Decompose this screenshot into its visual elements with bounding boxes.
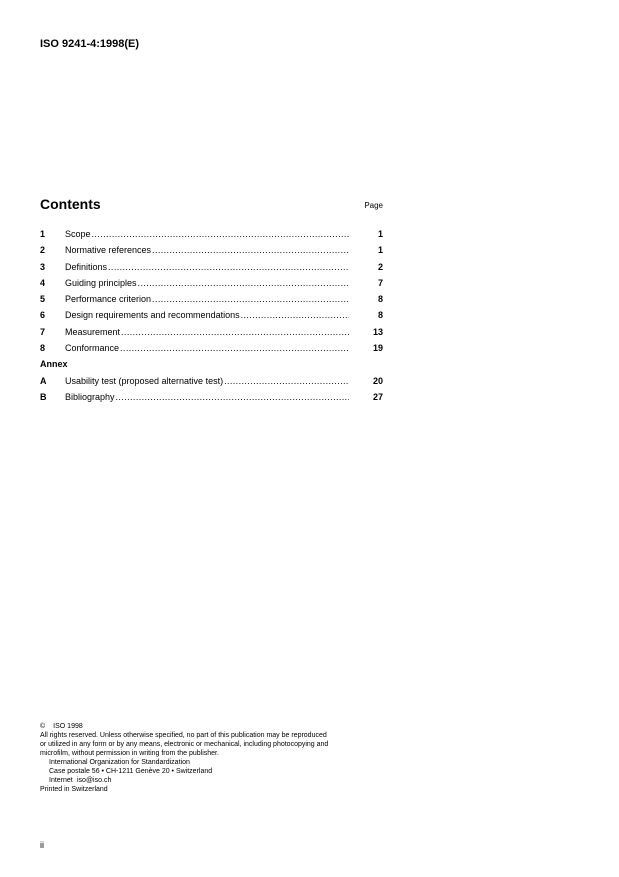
toc-entry-page: 2 [377, 261, 383, 272]
toc-entry-title: Normative references [65, 245, 152, 256]
internet-label: Internet [49, 777, 73, 784]
toc-entry [40, 307, 383, 323]
toc-entry-title: Measurement [65, 326, 121, 337]
toc-entry-page: 8 [377, 294, 383, 305]
rights-line-2: or utilized in any form or by any means, electronic or mechanical, including photocopying and [40, 741, 329, 748]
rights-line-1: All rights reserved. Unless otherwise specified, no part of this publication may be reproduced [40, 732, 327, 739]
toc-leader-dots [152, 291, 349, 307]
toc-entry-line [65, 226, 349, 242]
organization-address: Case postale 56 • CH-1211 Genève 20 • Switzerland [49, 768, 213, 775]
toc-entry-page: 20 [372, 375, 383, 386]
toc-leader-dots [241, 307, 349, 323]
toc-entry [40, 275, 383, 291]
copyright-line [40, 722, 383, 731]
table-of-contents [40, 226, 383, 405]
toc-entry-line [65, 259, 349, 275]
internet-line [40, 776, 383, 785]
page-column-label: Page [364, 201, 383, 210]
toc-entry-title: Definitions [65, 261, 108, 272]
toc-entry-number: 6 [40, 310, 46, 321]
organization-name: International Organization for Standardization [49, 759, 190, 766]
toc-entry-line [65, 389, 349, 405]
toc-entry [40, 226, 383, 242]
copyright-year: ISO 1998 [53, 723, 83, 730]
toc-entry-line [65, 242, 349, 258]
toc-entry-number: 3 [40, 261, 46, 272]
standard-identifier: ISO 9241-4:1998(E) [40, 38, 140, 50]
toc-entry-number: 7 [40, 326, 46, 337]
toc-entry-line [65, 291, 349, 307]
toc-entry-number: A [40, 375, 47, 386]
toc-entry-page: 1 [377, 245, 383, 256]
toc-entry-number: 2 [40, 245, 46, 256]
toc-entry-page: 19 [372, 343, 383, 354]
toc-entry-page: 8 [377, 310, 383, 321]
toc-entry [40, 291, 383, 307]
toc-entry-number: 8 [40, 343, 46, 354]
annex-heading: Annex [40, 359, 68, 370]
toc-leader-dots [138, 275, 349, 291]
rights-line-3: microfilm, without permission in writing from the publisher. [40, 750, 219, 757]
contents-heading: Contents [40, 196, 101, 212]
page-number: ii [40, 840, 44, 850]
toc-entry [40, 324, 383, 340]
toc-entry-title: Performance criterion [65, 294, 152, 305]
printed-in: Printed in Switzerland [40, 786, 108, 793]
toc-entry-title: Bibliography [65, 391, 115, 402]
toc-entry-number: 1 [40, 229, 46, 239]
toc-leader-dots [152, 242, 349, 258]
toc-entry-line [65, 275, 349, 291]
toc-entry [40, 340, 383, 356]
toc-entry-number: 4 [40, 277, 46, 288]
toc-entry-page: 13 [372, 326, 383, 337]
toc-entry [40, 389, 383, 405]
toc-entry-title: Design requirements and recommendations [65, 310, 240, 321]
copyright-symbol: © [40, 723, 46, 730]
toc-leader-dots [116, 389, 349, 405]
toc-entry-number: B [40, 391, 47, 402]
toc-leader-dots [121, 324, 349, 340]
toc-entry-page: 27 [372, 391, 383, 402]
toc-leader-dots [224, 373, 349, 389]
toc-entry-title: Guiding principles [65, 277, 137, 288]
toc-annex-list [40, 373, 383, 406]
toc-leader-dots [120, 340, 349, 356]
toc-entry-line [65, 340, 349, 356]
toc-entry-line [65, 307, 349, 323]
toc-entry [40, 242, 383, 258]
toc-entry-number: 5 [40, 294, 46, 305]
toc-leader-dots [108, 259, 349, 275]
toc-entry [40, 373, 383, 389]
toc-entry-title: Usability test (proposed alternative test) [65, 375, 224, 386]
toc-entry-page: 1 [377, 229, 383, 239]
copyright-block [40, 722, 383, 794]
toc-entry-page: 7 [377, 277, 383, 288]
toc-leader-dots [92, 226, 349, 242]
internet-address: iso@iso.ch [77, 777, 112, 784]
toc-entry-title: Conformance [65, 343, 120, 354]
toc-entry-title: Scope [65, 229, 91, 239]
toc-main-list [40, 226, 383, 356]
toc-entry-line [65, 373, 349, 389]
toc-entry-line [65, 324, 349, 340]
toc-entry [40, 259, 383, 275]
